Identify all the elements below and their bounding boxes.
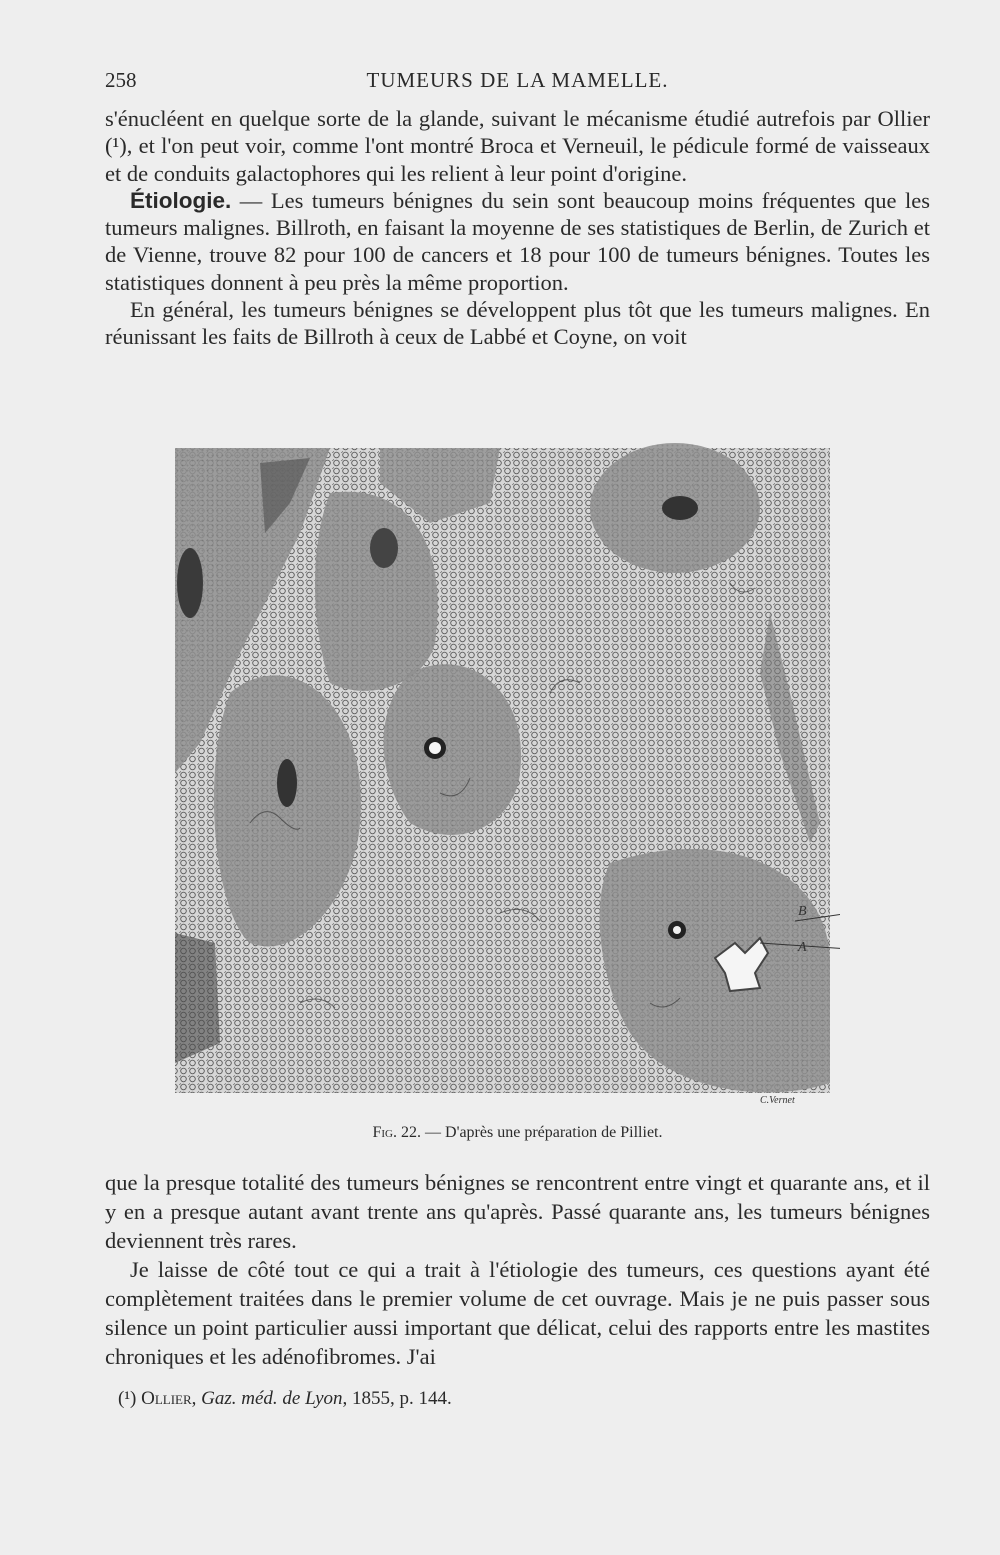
etiology-text: — Les tumeurs bénignes du sein sont beaucoup moins fréquentes que les tumeurs malignes. Billroth, en faisant la moyenne de ses statistiques de Berlin, de Zurich et de Vienne, trouve 82 pour 100 de cancers et 18 pour 100 de tumeurs bénignes. Toutes les statistiques donnent à peu près la même proportion.	[105, 187, 930, 295]
paragraph-age: En général, les tumeurs bénignes se développent plus tôt que les tumeurs malignes. En réunissant les faits de Billroth à ceux de Labbé et Coyne, on voit	[105, 297, 930, 350]
figure-label-b: B	[798, 904, 807, 919]
footnote-author: Ollier	[141, 1388, 192, 1409]
paragraph-age-range: que la presque totalité des tumeurs bénignes se rencontrent entre vingt et quarante ans, et il y en a presque autant avant trente ans qu'après. Passé quarante ans, les tumeurs bénignes deviennent très rares.	[105, 1170, 930, 1253]
footnote: (¹) Ollier, Gaz. méd. de Lyon, 1855, p. 144.	[118, 1388, 452, 1409]
page-header	[105, 68, 930, 98]
paragraph-enucleation: s'énucléent en quelque sorte de la glande, suivant le mécanisme étudié autrefois par Ollier (¹), et l'on peut voir, comme l'ont montré Broca et Verneuil, le pédicule formé de vaisseaux et de conduits galactophores qui les relient à leur point d'origine.	[105, 106, 930, 186]
engraver-signature: C.Vernet	[760, 1095, 795, 1106]
figure-label-a: A	[798, 940, 807, 955]
figure-caption	[105, 1124, 930, 1142]
caption-figure-number: Fig. 22.	[372, 1124, 422, 1141]
body-text-top	[105, 105, 930, 351]
running-title: TUMEURS DE LA MAMELLE.	[366, 68, 669, 92]
footnote-details: , 1855, p. 144.	[342, 1388, 452, 1409]
paragraph-mastitis: Je laisse de côté tout ce qui a trait à l'étiologie des tumeurs, ces questions ayant été complètement traitées dans le premier volume de cet ouvrage. Mais je ne puis passer sous silence un point particulier aussi important que délicat, celui des rapports entre les mastites chroniques et les adénofibromes. J'ai	[105, 1257, 930, 1369]
histology-figure	[170, 443, 840, 1113]
caption-text: — D'après une préparation de Pilliet.	[421, 1124, 663, 1141]
footnote-journal: Gaz. méd. de Lyon	[201, 1388, 343, 1409]
section-heading-etiology: Étiologie.	[130, 187, 232, 213]
footnote-marker: (¹)	[118, 1388, 137, 1409]
micrograph-area	[175, 443, 830, 1093]
page-number: 258	[105, 68, 137, 92]
body-text-bottom	[105, 1168, 930, 1371]
paragraph-etiology	[105, 187, 930, 296]
